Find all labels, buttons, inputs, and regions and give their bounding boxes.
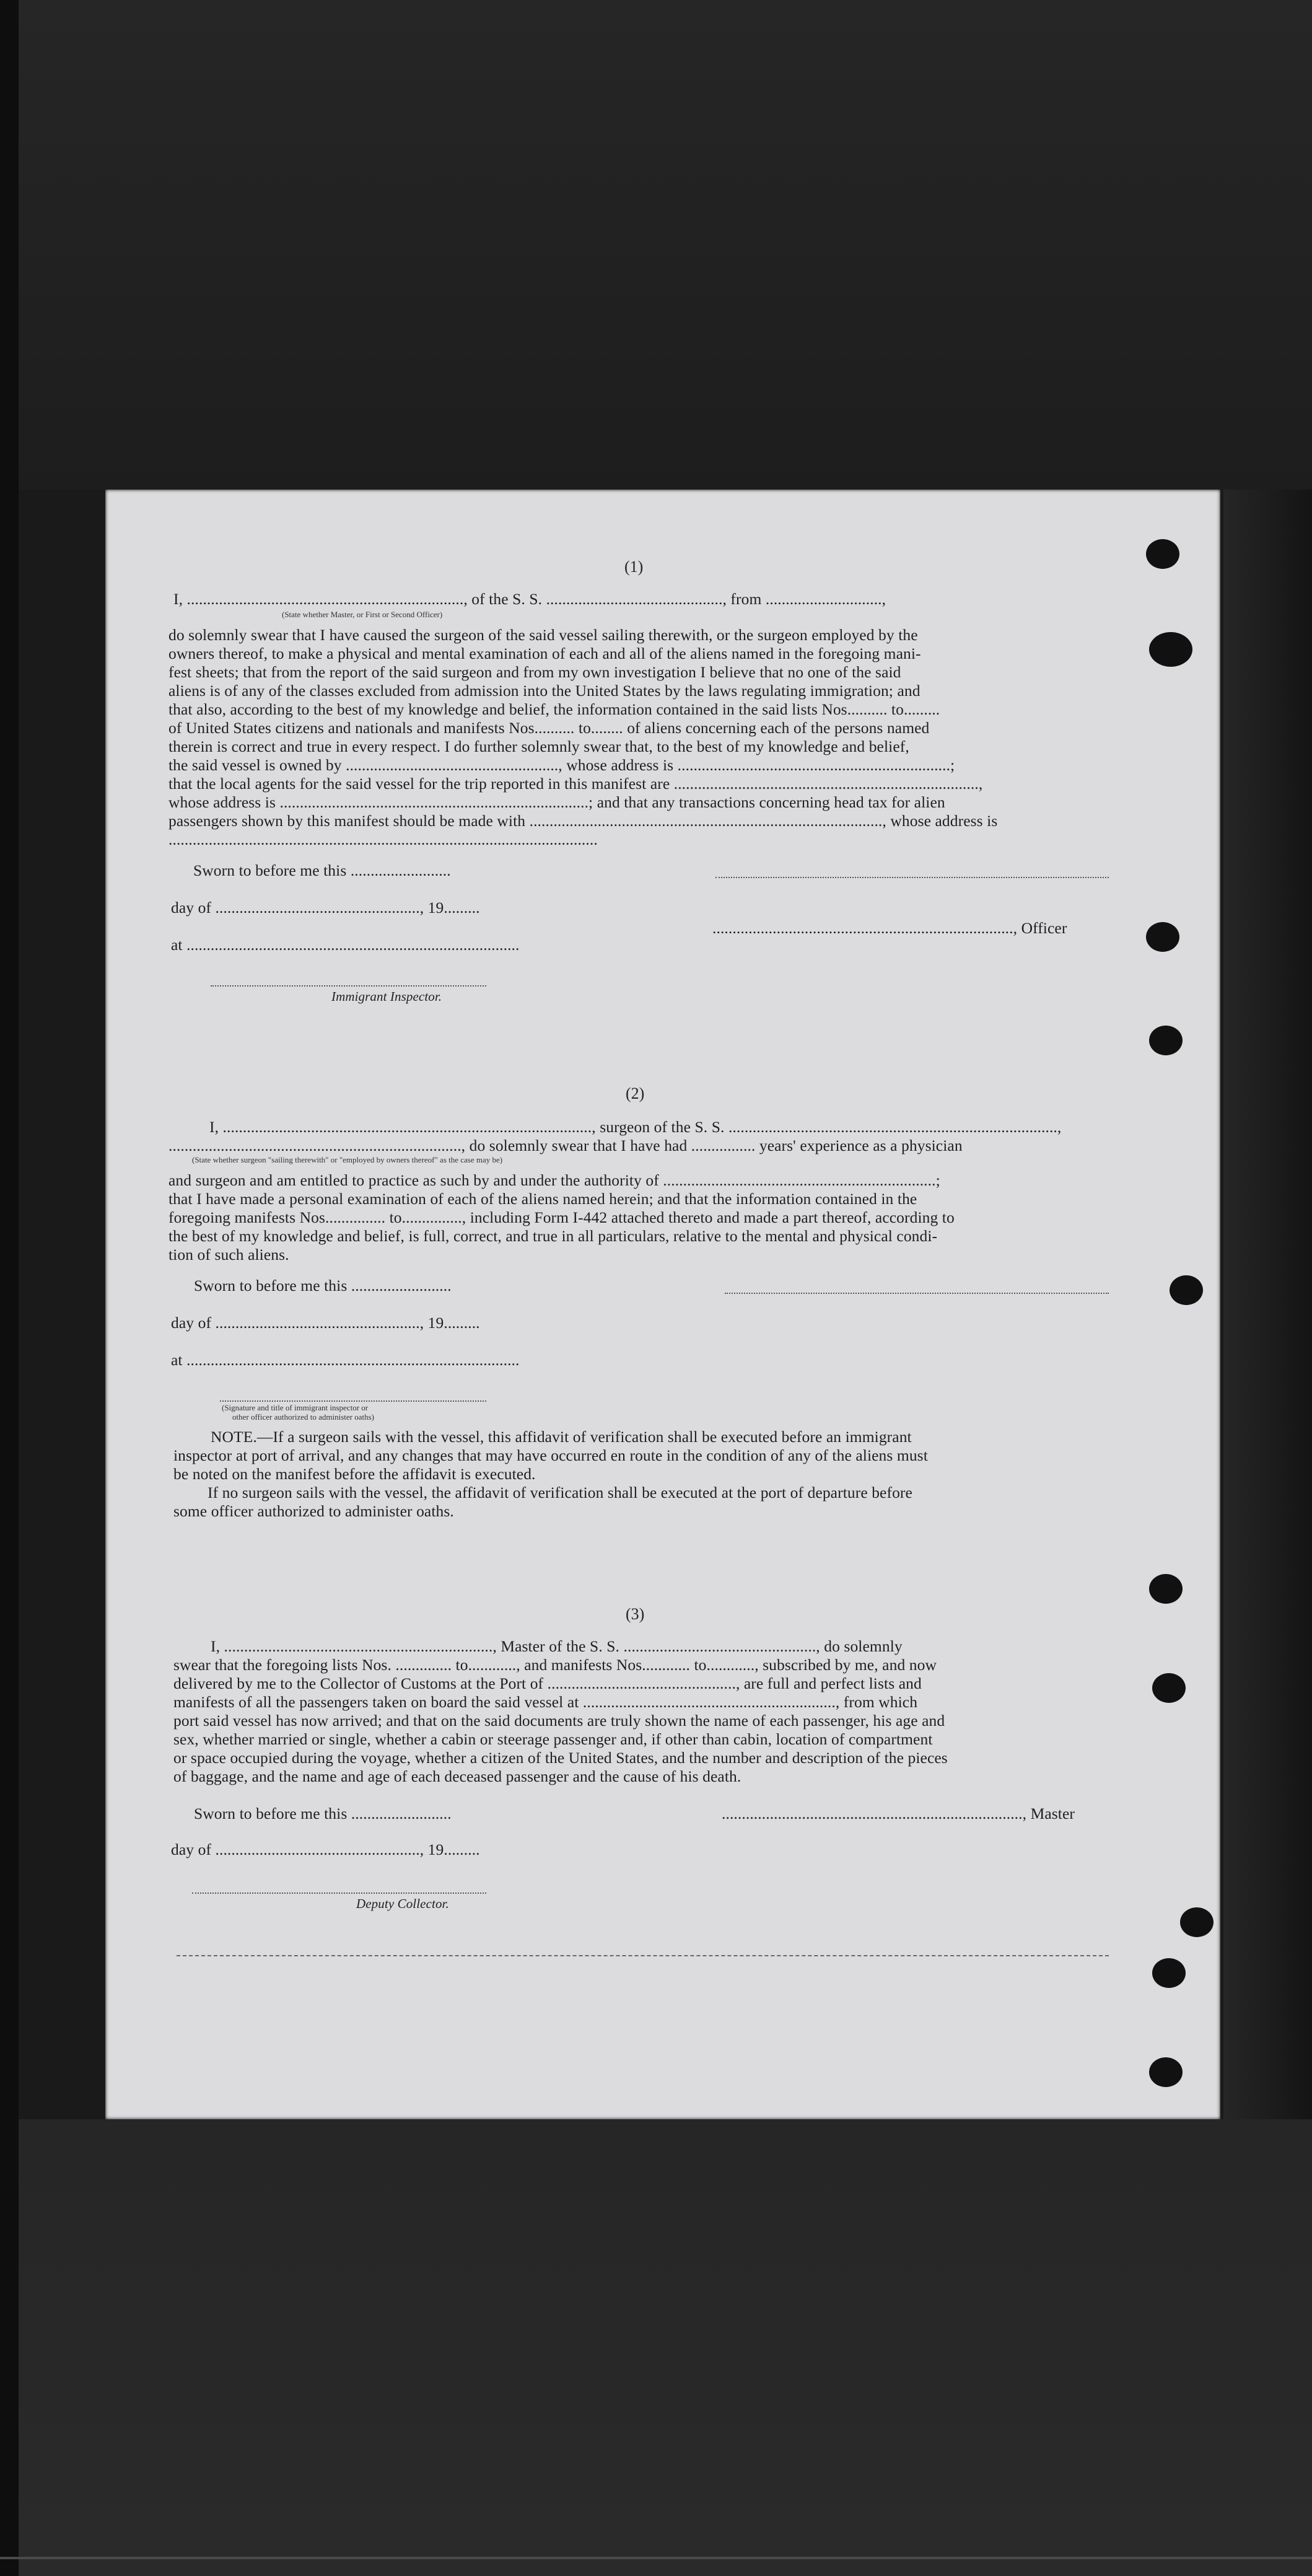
section-1-sworn: Sworn to before me this ......................... [193, 861, 451, 879]
section-2-body-line: foregoing manifests Nos............... to..............., including Form I-442 attached thereto and made a part thereof, according to [168, 1208, 955, 1226]
section-1-body-line: of United States citizens and nationals and manifests Nos.......... to........ of aliens concerning each of the persons named [168, 719, 930, 737]
section-3-body-line: delivered by me to the Collector of Customs at the Port of ..............................................., are full and perfect lists and [173, 1674, 922, 1692]
section-1-number: (1) [624, 558, 644, 576]
section-2-day: day of ..................................................., 19......... [171, 1314, 480, 1332]
section-2-body-line: tion of such aliens. [168, 1246, 289, 1264]
punch-hole [1149, 1574, 1183, 1604]
section-1-body-line: therein is correct and true in every respect. I do further solemnly swear that, to the best of my knowledge and belief, [168, 737, 909, 755]
section-2-inspector-line [220, 1400, 486, 1402]
section-3-collector-line [192, 1892, 486, 1894]
section-1-body-line: whose address is .............................................................................; and that any transactions concerning head tax for alien [168, 793, 945, 811]
section-1-body-line: owners thereof, to make a physical and mental examination of each and all of the aliens named in the foregoing mani- [168, 644, 921, 662]
section-1-line-1: I, ....................................................................., of the S. S. ............................................, from ............................., [173, 590, 886, 608]
section-1-day: day of ..................................................., 19......... [171, 899, 480, 917]
section-3-body-line: of baggage, and the name and age of each deceased passenger and the cause of his death. [173, 1767, 741, 1785]
scanner-edge [0, 0, 19, 2576]
note-line: be noted on the manifest before the affidavit is executed. [173, 1465, 536, 1483]
note-line: inspector at port of arrival, and any changes that may have occurred en route in the condition of any of the aliens must [173, 1446, 928, 1464]
section-1-body-line: ........................................................................................................... [168, 830, 598, 848]
note-line: If no surgeon sails with the vessel, the affidavit of verification shall be executed at the port of departure before [208, 1484, 912, 1501]
section-1-inspector-line [211, 985, 486, 987]
section-2-body-line: the best of my knowledge and belief, is full, correct, and true in all particulars, relative to the mental and physical condi- [168, 1227, 938, 1245]
section-1-inspector-label: Immigrant Inspector. [331, 989, 442, 1004]
section-1-officer: ..........................................................................., Officer [712, 919, 1067, 937]
section-3-collector-label: Deputy Collector. [356, 1896, 449, 1911]
scanner-background-top [0, 0, 1312, 490]
section-3-body-line: or space occupied during the voyage, whether a citizen of the United States, and the number and description of the pieces [173, 1749, 948, 1767]
section-2-line-2: ........................................................................., do solemnly swear that I have had ................ years' experience as a physician [168, 1136, 963, 1154]
section-1-body-line: fest sheets; that from the report of the said surgeon and from my own investigation I believe that no one of the said [168, 663, 901, 681]
punch-hole [1146, 922, 1179, 952]
section-3-body-line: manifests of all the passengers taken on board the said vessel at ..............................................................., from which [173, 1693, 918, 1711]
section-1-body-line: that the local agents for the said vessel for the trip reported in this manifest are ............................................................................, [168, 775, 983, 793]
section-2-sworn: Sworn to before me this ......................... [194, 1277, 452, 1295]
section-3-sworn: Sworn to before me this ......................... [194, 1805, 452, 1822]
section-2-body-line: that I have made a personal examination of each of the aliens named herein; and that the information contained in the [168, 1190, 917, 1208]
punch-hole [1149, 2057, 1183, 2087]
bottom-rule [177, 1955, 1109, 1956]
section-1-body-line: that also, according to the best of my knowledge and belief, the information contained in the said lists Nos.......... to......... [168, 700, 940, 718]
note-line: NOTE.—If a surgeon sails with the vessel, this affidavit of verification shall be executed before an immigrant [211, 1428, 912, 1446]
section-1-body-line: aliens is of any of the classes excluded from admission into the United States by the laws regulating immigration; and [168, 682, 921, 700]
note-line: some officer authorized to administer oaths. [173, 1502, 454, 1520]
section-1-at: at ................................................................................... [171, 936, 520, 954]
section-3-body-line: swear that the foregoing lists Nos. .............. to............, and manifests Nos............ to............, subscribed by me, and now [173, 1656, 937, 1674]
scanner-line [0, 2557, 1312, 2559]
section-2-caption: (State whether surgeon "sailing therewith" or "employed by owners thereof" as the case may be) [192, 1155, 503, 1164]
section-3-day: day of ..................................................., 19......... [171, 1840, 480, 1858]
section-2-signature-line [725, 1293, 1109, 1294]
section-3-body-line: port said vessel has now arrived; and that on the said documents are truly shown the name of each passenger, his age and [173, 1712, 945, 1730]
section-1-signature-line [715, 877, 1109, 878]
punch-hole [1146, 539, 1179, 569]
punch-hole [1152, 1958, 1186, 1988]
section-1-body-line: passengers shown by this manifest should be made with ........................................................................................, whose address is [168, 812, 998, 830]
section-2-caption-b: other officer authorized to administer oaths) [232, 1412, 374, 1422]
punch-hole [1149, 632, 1192, 667]
scanner-background-bottom [0, 2119, 1312, 2576]
section-3-master: ..........................................................................., Master [722, 1805, 1075, 1822]
punch-hole [1170, 1275, 1203, 1305]
section-2-line-1: I, ............................................................................................, surgeon of the S. S. .................................................................................., [209, 1118, 1062, 1136]
section-3-number: (3) [626, 1605, 645, 1623]
punch-hole [1152, 1673, 1186, 1703]
punch-hole [1149, 1026, 1183, 1055]
punch-hole [1180, 1907, 1214, 1937]
scanner-background-right [1223, 490, 1312, 2125]
section-2-caption-a: (Signature and title of immigrant inspector or [222, 1403, 369, 1412]
document-page [105, 490, 1220, 2119]
section-1-body-line: do solemnly swear that I have caused the surgeon of the said vessel sailing therewith, or the surgeon employed by the [168, 626, 918, 644]
section-3-body-line: sex, whether married or single, whether a cabin or steerage passenger and, if other than cabin, location of compartment [173, 1730, 933, 1748]
section-1-caption: (State whether Master, or First or Second Officer) [282, 610, 443, 619]
section-2-at: at ................................................................................... [171, 1351, 520, 1369]
section-1-body-line: the said vessel is owned by ....................................................., whose address is ....................................................................; [168, 756, 955, 774]
section-2-number: (2) [626, 1084, 645, 1102]
section-2-body-line: and surgeon and am entitled to practice as such by and under the authority of ....................................................................; [168, 1171, 940, 1189]
section-3-body-line: I, ..................................................................., Master of the S. S. ................................................, do solemnly [211, 1637, 903, 1655]
